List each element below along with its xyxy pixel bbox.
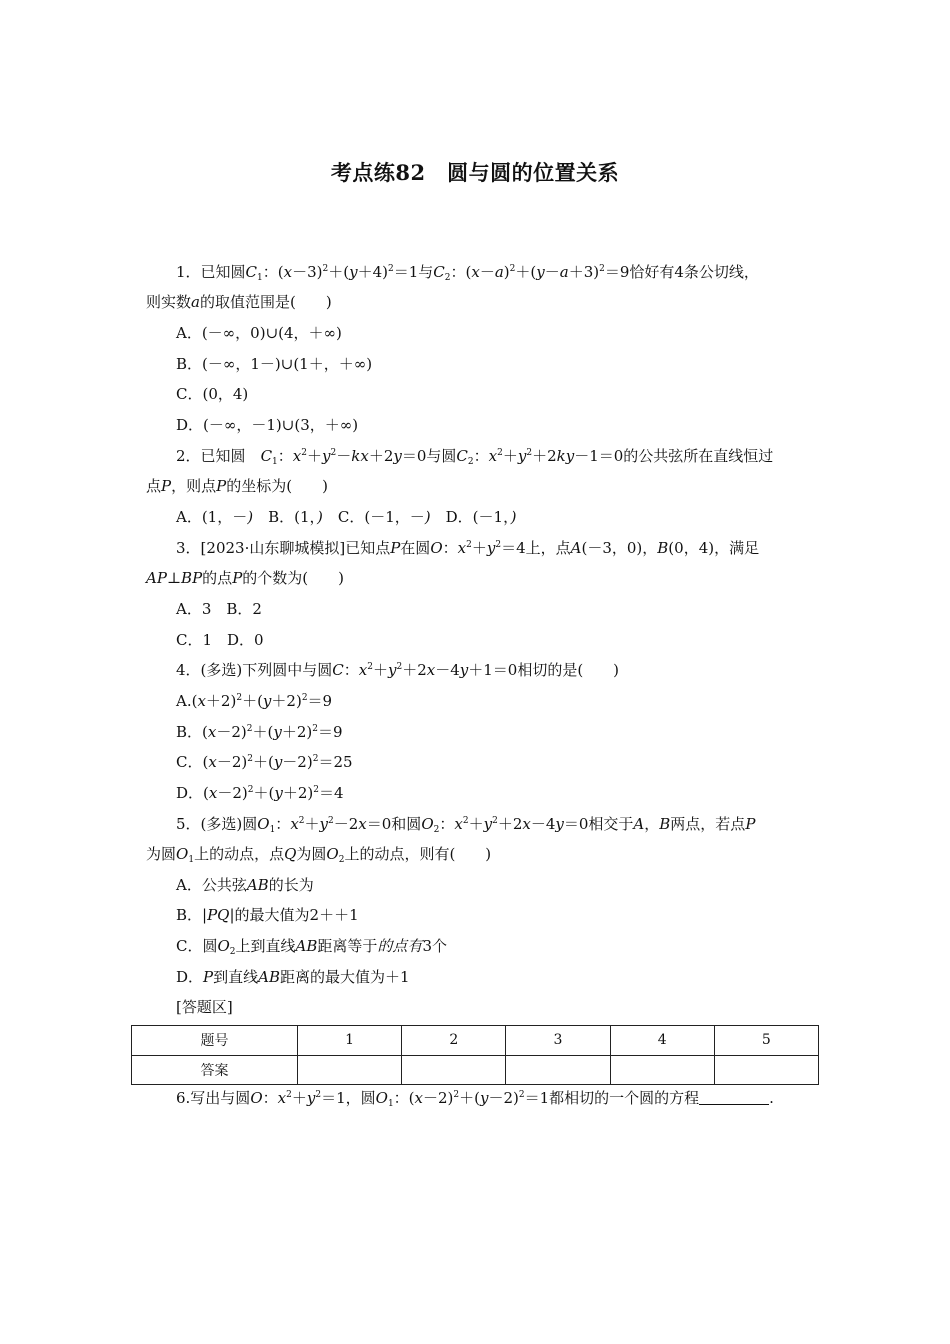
answer-area-label: [答题区] [176, 998, 233, 1016]
q2-line2: 点P，则点P的坐标为( ) [146, 477, 328, 495]
q5-option-b: B．|PQ|的最大值为2＋＋1 [176, 906, 359, 924]
q2-options: A．(1，－) B．(1，) C．(－1，－) D．(－1，) [176, 508, 517, 526]
answer-cell-2[interactable] [402, 1055, 506, 1085]
table-col-3: 3 [506, 1026, 610, 1056]
table-col-5: 5 [714, 1026, 818, 1056]
q1-option-a: A．(－∞，0)∪(4，＋∞) [176, 324, 342, 342]
q3-line2: AP⊥BP的点P的个数为( ) [146, 569, 344, 587]
q1-option-d: D．(－∞，－1)∪(3，＋∞) [176, 416, 359, 434]
table-row [132, 1026, 819, 1056]
q4-option-d: D．$(x-2)^2+(y+2)^2=4$ [176, 784, 344, 802]
q5-line2: 为圆$O_1$上的动点，点Q为圆$O_2$上的动点，则有( ) [146, 845, 492, 865]
q4-option-b: B．$(x-2)^2+(y+2)^2=9$ [176, 723, 343, 741]
table-col-4: 4 [610, 1026, 714, 1056]
answer-cell-3[interactable] [506, 1055, 610, 1085]
q1-line2: 则实数a的取值范围是( ) [146, 293, 332, 311]
q1-option-c: C．(0，4) [176, 385, 249, 403]
page-title: 考点练82 圆与圆的位置关系 [330, 160, 620, 185]
table-col-2: 2 [402, 1026, 506, 1056]
q1-line1: 1．已知圆$C_1$：$(x-3)^2+(y+4)^2=1$与$C_2$：$(x-a)^2+(y-a+3)^2=9$恰好有4条公切线， [176, 263, 759, 283]
table-header-answer: 答案 [132, 1055, 298, 1085]
answer-cell-4[interactable] [610, 1055, 714, 1085]
q3-options-cd: C．1 D．0 [176, 631, 264, 649]
answer-cell-5[interactable] [714, 1055, 818, 1085]
q3-line1: 3．[2023·山东聊城模拟]已知点P在圆O：$x^2+y^2=4$上，点A(－3，0)，B(0，4)，满足 [176, 539, 760, 557]
q5-option-c: C．圆$O_2$上到直线AB距离等于的点有3个 [176, 937, 447, 957]
table-col-1: 1 [298, 1026, 402, 1056]
q4-option-a: $A.(x+2)^2+(y+2)^2=9$ [176, 692, 333, 710]
table-row [132, 1055, 819, 1085]
q6-line1: 6.写出与圆O：$x^2+y^2=1$，圆$O_1$：$(x-2)^2+(y-2)^2=1$都相切的一个圆的方程 . [176, 1089, 774, 1109]
q4-option-c: C．$(x-2)^2+(y-2)^2=25$ [176, 753, 353, 771]
answer-cell-1[interactable] [298, 1055, 402, 1085]
q4-line1: 4．(多选)下列圆中与圆C：$x^2+y^2+2x-4y+1=0$相切的是( ) [176, 661, 620, 679]
q5-line1: 5．(多选)圆$O_1$：$x^2+y^2-2x=0$和圆$O_2$：$x^2+y^2+2x-4y=0$相交于A，B两点，若点P [176, 815, 756, 835]
q3-options-ab: A．3 B．2 [176, 600, 262, 618]
answer-table [131, 1025, 819, 1085]
q5-option-d: D．P到直线AB距离的最大值为＋1 [176, 968, 410, 986]
q5-option-a: A．公共弦AB的长为 [176, 876, 314, 894]
q1-option-b: B．(－∞，1－)∪(1＋，＋∞) [176, 355, 373, 373]
answer-blank[interactable] [699, 1090, 769, 1105]
table-header-number: 题号 [132, 1026, 298, 1056]
q2-line1: 2．已知圆 $C_1$：$x^2+y^2-kx+2y=0$与圆$C_2$：$x^2+y^2+2ky-1=0$的公共弦所在直线恒过 [176, 447, 774, 467]
